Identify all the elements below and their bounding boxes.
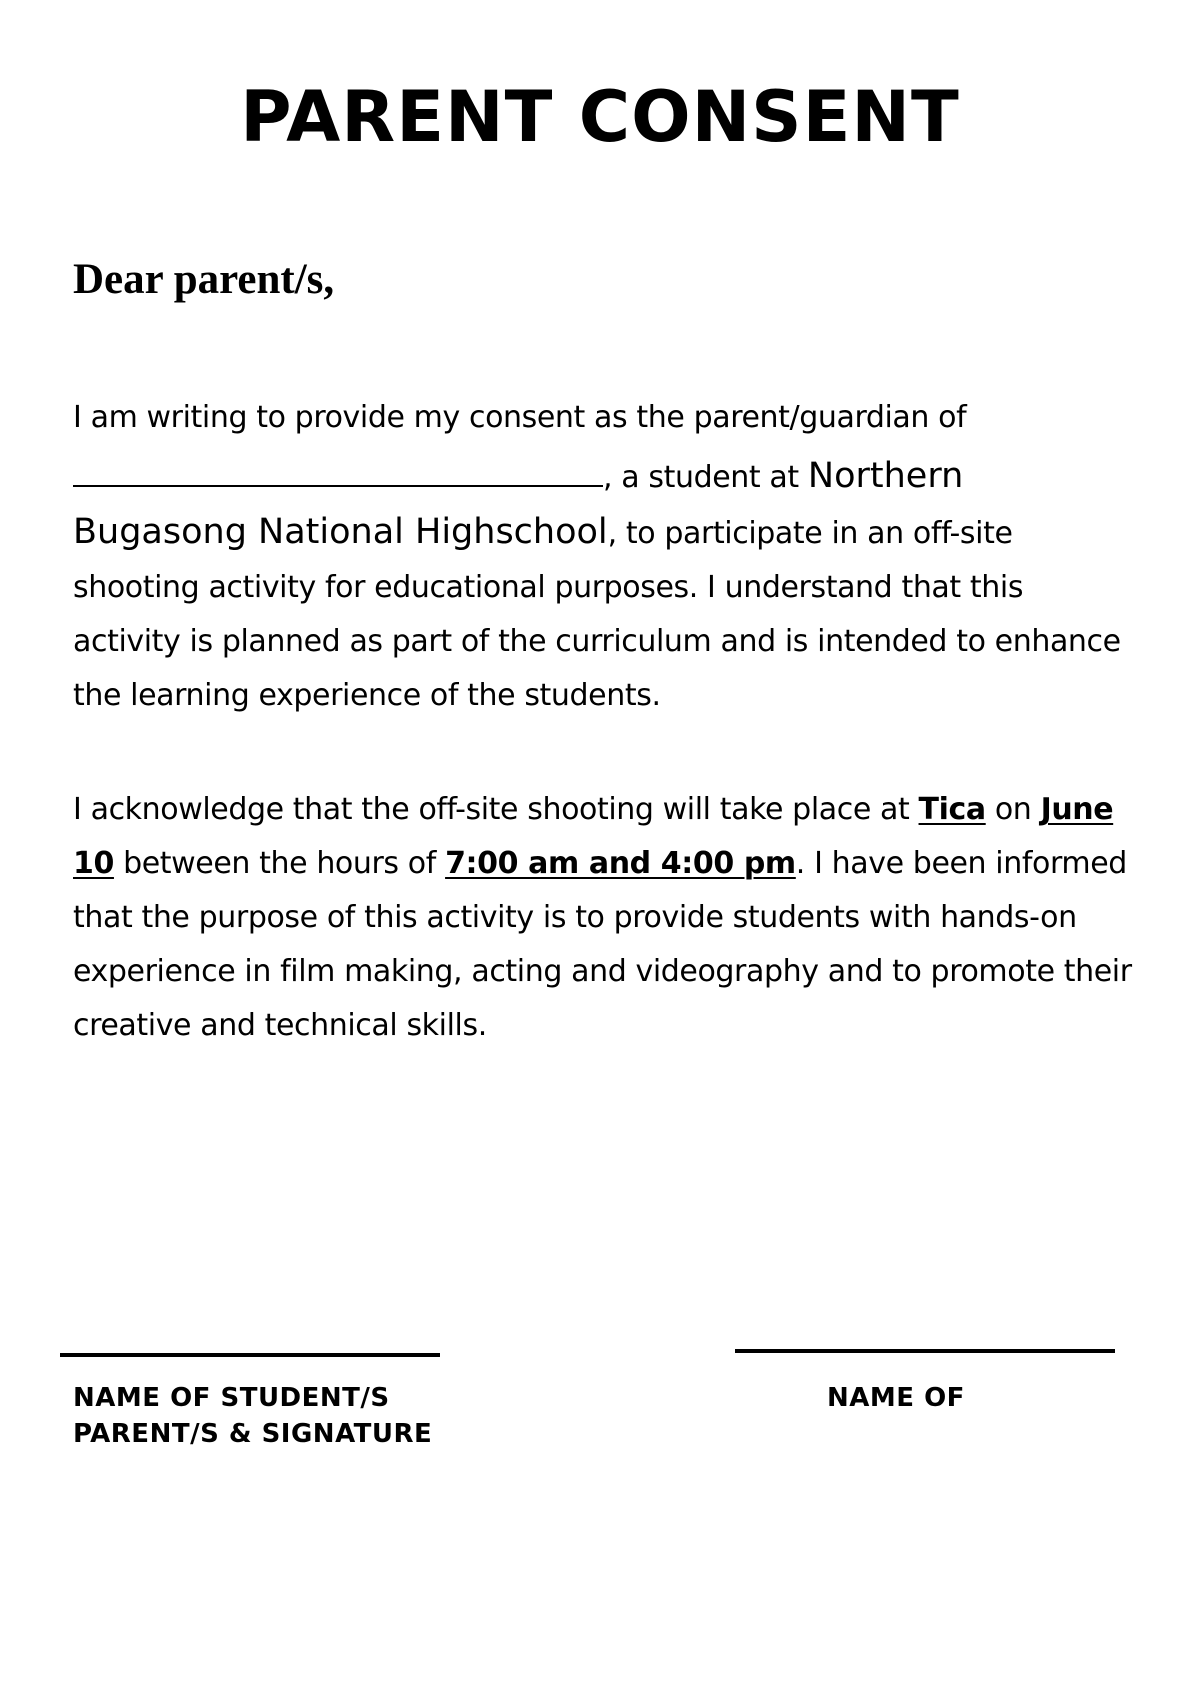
consent-paragraph-2 <box>73 783 1133 1053</box>
student-parent-signature-line <box>60 1353 440 1357</box>
paragraph-2-text-2: on <box>985 792 1041 827</box>
shooting-date: June 10 <box>73 792 1114 881</box>
document-title: PARENT CONSENT <box>240 76 960 158</box>
school-name: Northern Bugasong National Highschool <box>73 456 964 552</box>
salutation: Dear parent/s, <box>73 256 335 303</box>
signature-label-line-1: NAME OF STUDENT/S <box>73 1383 390 1413</box>
paragraph-1-after-blank: , a student at <box>603 460 808 495</box>
consent-paragraph-1 <box>73 391 1133 723</box>
student-name-blank <box>73 445 603 487</box>
paragraph-2-text-3: between the hours of <box>113 846 446 881</box>
second-signature-line <box>735 1349 1115 1353</box>
paragraph-2-text-1: I acknowledge that the off-site shooting will take place at <box>73 792 919 827</box>
second-signature-label: NAME OF <box>827 1383 965 1413</box>
shooting-location: Tica <box>918 792 986 827</box>
student-parent-signature-label <box>73 1380 533 1452</box>
paragraph-2-text-4: . I have been informed that the purpose of this activity is to provide students with hands-on experience in film making, acting and videography and to promote their creative and technical skills. <box>73 846 1132 1043</box>
paragraph-1-intro: I am writing to provide my consent as the parent/guardian of <box>73 400 967 435</box>
paragraph-1-rest: , to participate in an off-site shooting activity for educational purposes. I understand that this activity is planned as part of the curriculum and is intended to enhance the learning experience of the students. <box>73 516 1121 713</box>
shooting-time: 7:00 am and 4:00 pm <box>445 846 796 881</box>
signature-label-line-2: PARENT/S & SIGNATURE <box>73 1419 433 1449</box>
